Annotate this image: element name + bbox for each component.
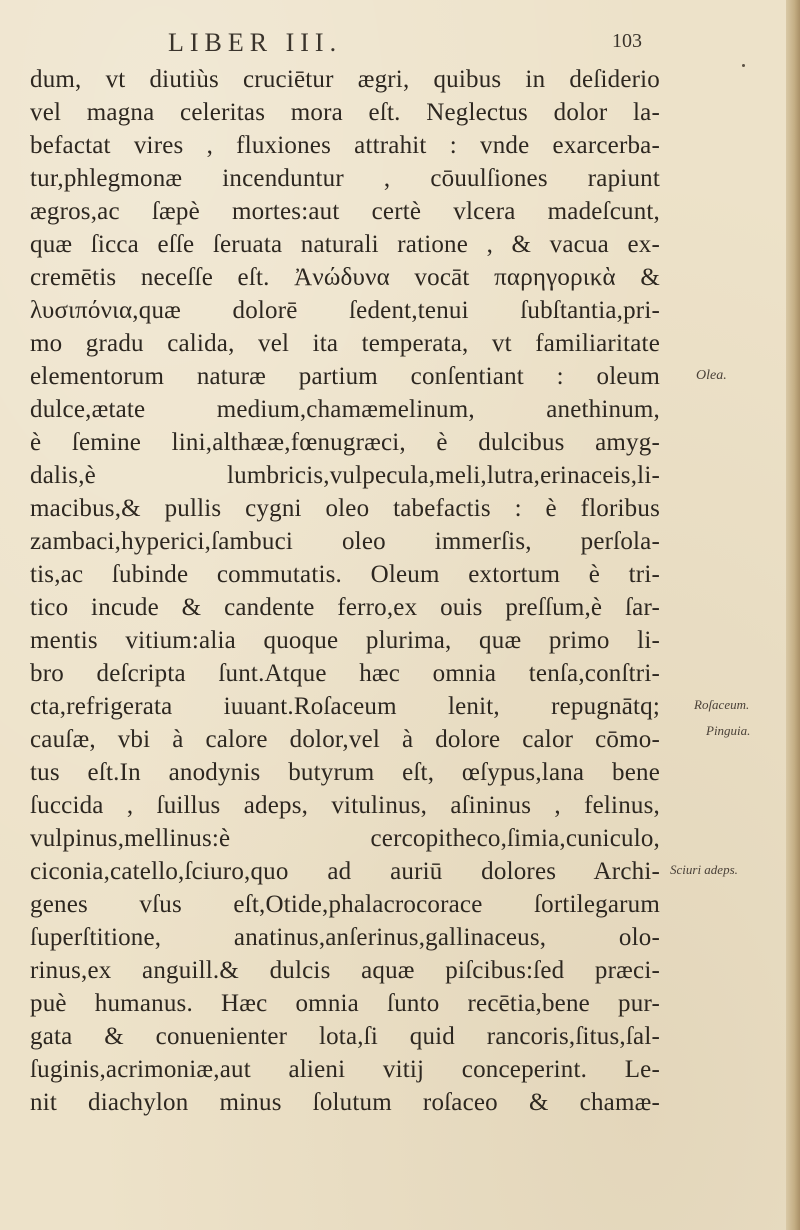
text-line: cta,refrigerata iuuant.Roſaceum lenit, repugnātq; xyxy=(30,693,660,720)
text-line: befactat vires , fluxiones attrahit : vnde exarcerba- xyxy=(30,132,660,159)
text-line: tus eſt.In anodynis butyrum eſt, œſypus,lana bene xyxy=(30,759,660,786)
text-line: tur,phlegmonæ incenduntur , cōuulſiones rapiunt xyxy=(30,165,660,192)
text-line: cauſæ, vbi à calore dolor,vel à dolore calor cōmo- xyxy=(30,726,660,753)
text-line: macibus,& pullis cygni oleo tabefactis : è floribus xyxy=(30,495,660,522)
running-head: LIBER III. xyxy=(168,28,343,57)
text-line: genes vſus eſt,Otide,phalacrocorace ſortilegarum xyxy=(30,891,660,918)
page-edge xyxy=(786,0,800,1230)
text-line: mentis vitium:alia quoque plurima, quæ primo li- xyxy=(30,627,660,654)
text-line: ægros,ac ſæpè mortes:aut certè vlcera madeſcunt, xyxy=(30,198,660,225)
margin-note-rosaceum: Roſaceum. xyxy=(694,697,750,712)
text-line: λυσιπόνια,quæ dolorē ſedent,tenui ſubſtantia,pri- xyxy=(30,297,660,324)
text-line: tico incude & candente ferro,ex ouis preſſum,è ſar- xyxy=(30,594,660,621)
text-line: elementorum naturæ partium conſentiant : oleum xyxy=(30,363,660,390)
text-line: dulce,ætate medium,chamæmelinum, anethinum, xyxy=(30,396,660,423)
text-line: quæ ſicca eſſe ſeruata naturali ratione , & vacua ex- xyxy=(30,231,660,258)
margin-note-olea: Olea. xyxy=(696,368,727,383)
text-line: nit diachylon minus ſolutum roſaceo & chamæ- xyxy=(30,1089,660,1116)
text-line: ſuccida , ſuillus adeps, vitulinus, aſininus , felinus, xyxy=(30,792,660,819)
text-line: dalis,è lumbricis,vulpecula,meli,lutra,erinaceis,li- xyxy=(30,462,660,489)
paper-speck xyxy=(742,64,745,67)
text-line: mo gradu calida, vel ita temperata, vt familiaritate xyxy=(30,330,660,357)
text-line: ſuginis,acrimoniæ,aut alieni vitij conceperint. Le- xyxy=(30,1056,660,1083)
text-line: vel magna celeritas mora eſt. Neglectus dolor la- xyxy=(30,99,660,126)
text-line: rinus,ex anguill.& dulcis aquæ piſcibus:ſed præci- xyxy=(30,957,660,984)
text-line: è ſemine lini,althææ,fœnugræci, è dulcibus amyg- xyxy=(30,429,660,456)
page-header xyxy=(0,28,800,58)
text-line: ciconia,catello,ſciuro,quo ad auriū dolores Archi- xyxy=(30,858,660,885)
text-line: cremētis neceſſe eſt. Ἀνώδυνα vocāt παρηγορικὰ & xyxy=(30,264,660,291)
text-line: bro deſcripta ſunt.Atque hæc omnia tenſa,conſtri- xyxy=(30,660,660,687)
page-number: 103 xyxy=(612,30,642,52)
text-line: zambaci,hyperici,ſambuci oleo immerſis, perſola- xyxy=(30,528,660,555)
margin-note-pinguia: Pinguia. xyxy=(706,723,751,738)
margin-note-sciuri-adeps: Sciuri adeps. xyxy=(670,862,738,877)
text-line: gata & conuenienter lota,ſi quid rancoris,ſitus,ſal- xyxy=(30,1023,660,1050)
text-line: puè humanus. Hæc omnia ſunto recētia,bene pur- xyxy=(30,990,660,1017)
text-line: vulpinus,mellinus:è cercopitheco,ſimia,cuniculo, xyxy=(30,825,660,852)
text-line: dum, vt diutiùs cruciētur ægri, quibus in deſiderio xyxy=(30,66,660,93)
text-line: ſuperſtitione, anatinus,anſerinus,gallinaceus, olo- xyxy=(30,924,660,951)
text-line: tis,ac ſubinde commutatis. Oleum extortum è tri- xyxy=(30,561,660,588)
